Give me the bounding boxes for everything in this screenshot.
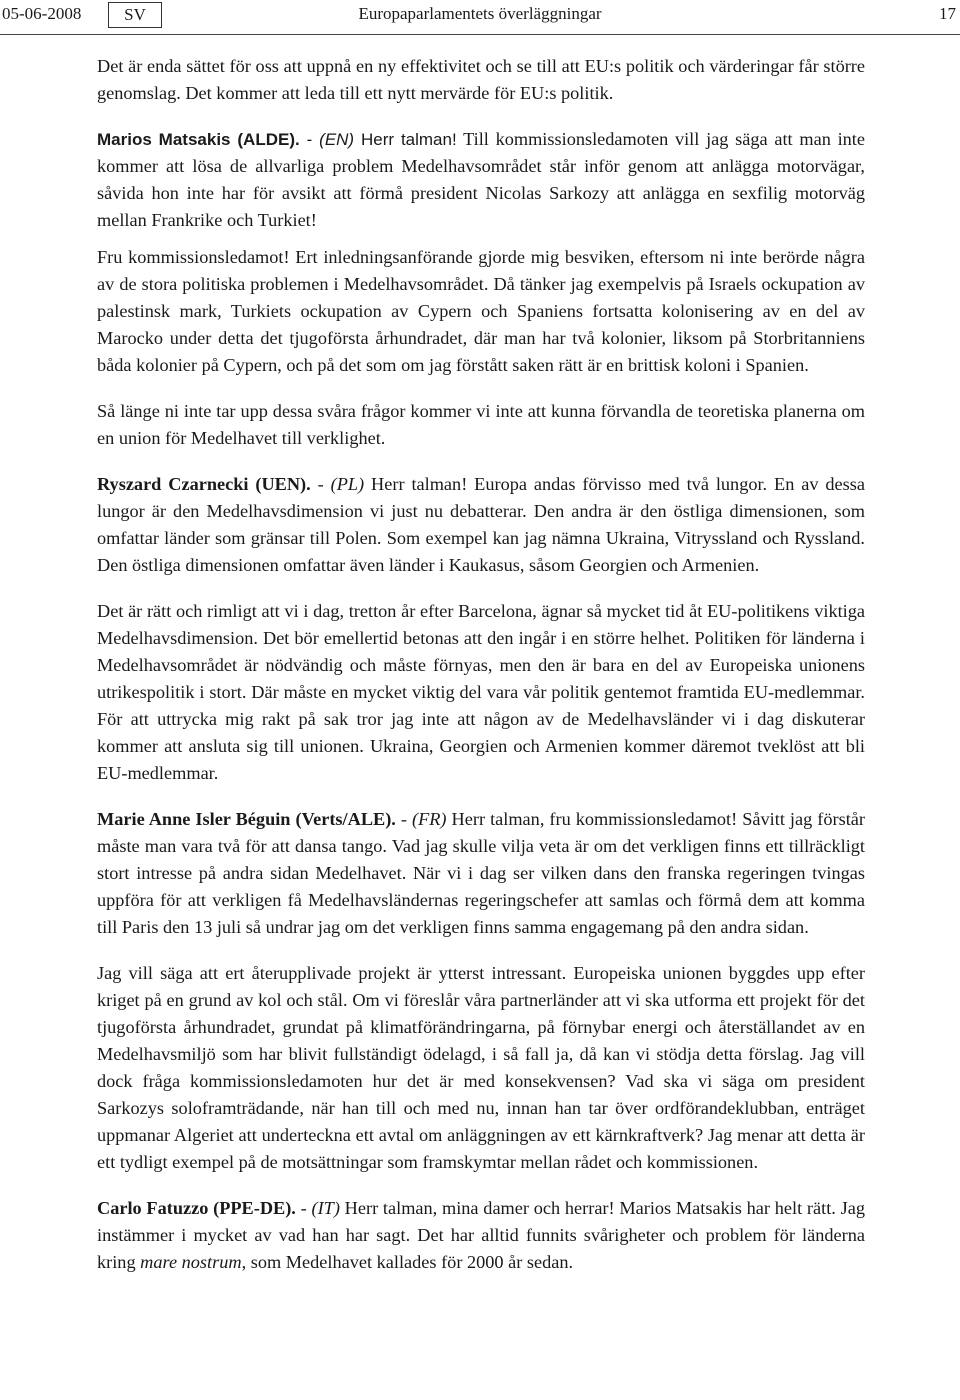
paragraph-text: Fru kommissionsledamot! Ert inledningsanförande gjorde mig besviken, eftersom ni inte berörde några av de stora politiska problemen i Medelhavsområdet. Då tänker jag exempelvis på Israels ockupation av palestinsk mark, Turkiets ockupation av Cypern och Spaniens fortsatta kolonisering av en del av Marocko under detta det tjugoförsta århundradet, där man har två kolonier, liksom på Storbritanniens båda kolonier på Cypern, och på det som om jag förstått saken rätt är en brittisk koloni i Spanien. <box>97 247 865 375</box>
speaker-name: Marie Anne Isler Béguin (Verts/ALE). <box>97 809 396 829</box>
speech-paragraph <box>97 1195 865 1276</box>
paragraph-text: Det är rätt och rimligt att vi i dag, tretton år efter Barcelona, ägnar så mycket tid åt EU-politikens viktiga Medelhavsdimension. Det bör emellertid betonas att den ingår i en större helhet. Politiken för länderna i Medelhavsområdet är nödvändig och måste förnyas, men den är bara en del av Europeiska unionens utrikespolitik i stort. Där måste en mycket viktig del vara vår politik gentemot framtida EU-medlemmar. För att uttrycka mig rakt på sak tror jag inte att någon av de Medelhavsländer vi i dag diskuterar kommer att ansluta sig till unionen. Ukraina, Georgien och Armenien kommer däremot tveklöst att bli EU-medlemmar. <box>97 601 865 783</box>
speech-paragraph <box>97 471 865 579</box>
paragraph-text: Det är enda sättet för oss att uppnå en ny effektivitet och se till att EU:s politik och värderingar får större genomslag. Det kommer att leda till ett nytt mervärde för EU:s politik. <box>97 56 865 103</box>
speaker-name: Marios Matsakis (ALDE). <box>97 130 300 149</box>
header-date: 05-06-2008 <box>2 4 82 23</box>
speech-text: Herr talman! Europa andas förvisso med två lungor. En av dessa lungor är den Medelhavsdimension vi just nu debatterar. Den andra är den östliga dimensionen, som omfattar länder som gränsar till Polen. Som exempel kan jag nämna Ukraina, Vitryssland och Ryssland. Den östliga dimensionen omfattar även länder i Kaukasus, såsom Georgien och Armenien. <box>97 474 865 575</box>
paragraph-text: Så länge ni inte tar upp dessa svåra frågor kommer vi inte att kunna förvandla de teoretiska planerna om en union för Medelhavet till verklighet. <box>97 401 865 448</box>
speech-tail: , som Medelhavet kallades för 2000 år sedan. <box>241 1252 574 1272</box>
paragraph-text: Jag vill säga att ert återupplivade projekt är ytterst intressant. Europeiska unionen byggdes upp efter kriget på en grund av kol och stål. Om vi föreslår våra partnerländer att vi ska utforma ett projekt för det tjugoförsta århundradet, grundat på klimatförändringarna, på förnybar energi och återställandet av en Medelhavsmiljö som har blivit fullständigt ödelagd, i så fall ja, då kan vi stödja detta förslag. Jag vill dock fråga kommissionsledamoten hur det är med konsekvensen? Vad ska vi säga om president Sarkozys soloframträdande, när han till och med nu, innan han tar över ordförandeklubban, enträget uppmanar Algeriet att underteckna ett avtal om anläggningen av ett kärnkraftverk? Jag menar att detta är ett tydligt exempel på de motsättningar som framskymtar mellan rådet och kommissionen. <box>97 963 865 1172</box>
language-tag: (FR) <box>412 809 447 829</box>
speaker-dash: - <box>295 1198 312 1218</box>
speech-paragraph <box>97 126 865 234</box>
speaker-dash: - <box>395 809 413 829</box>
page-header <box>0 0 960 35</box>
speaker-name: Ryszard Czarnecki (UEN). <box>97 474 311 494</box>
language-tag: (IT) <box>311 1198 340 1218</box>
speech-text: Herr talman, mina damer och herrar! Marios Matsakis har helt rätt. Jag instämmer i mycket av vad han har sagt. Det har alltid funnits svårigheter och problem för länderna kring <box>97 1198 865 1272</box>
speaker-dash: - <box>299 130 320 149</box>
speech-text: Herr talman, fru kommissionsledamot! Såvitt jag förstår måste man vara två för att dansa tango. Vad jag skulle vilja veta är om det verkligen finns ett tillräckligt stort intresse på andra sidan Medelhavet. När vi i dag ser vilken dans den franska regeringen tvingas uppföra för att verkligen få Medelhavsländernas regeringschefer att samlas och förmå dem att komma till Paris den 13 juli så undrar jag om det verkligen finns samma engagemang på den andra sidan. <box>97 809 865 937</box>
paragraph <box>97 598 865 787</box>
header-title: Europaparlamentets överläggningar <box>358 4 602 23</box>
italic-phrase: mare nostrum <box>140 1252 242 1272</box>
speech-paragraph <box>97 806 865 941</box>
language-tag: (EN) <box>319 130 355 149</box>
speech-lead: Herr talman! <box>354 130 457 149</box>
speaker-name: Carlo Fatuzzo (PPE-DE). <box>97 1198 296 1218</box>
document-body <box>97 53 865 1286</box>
header-language-code: SV <box>108 2 162 28</box>
speaker-dash: - <box>310 474 331 494</box>
paragraph <box>97 960 865 1176</box>
paragraph <box>97 244 865 379</box>
header-page-number: 17 <box>939 4 956 23</box>
speech-text: Till kommissionsledamoten vill jag säga att man inte kommer att lösa de allvarliga problem Medelhavsområdet står inför genom att anlägga motorvägar, såvida hon inte har för avsikt att förmå president Nicolas Sarkozy att anlägga en sexfilig motorväg mellan Frankrike och Turkiet! <box>97 129 865 230</box>
language-tag: (PL) <box>330 474 365 494</box>
paragraph <box>97 53 865 107</box>
paragraph <box>97 398 865 452</box>
